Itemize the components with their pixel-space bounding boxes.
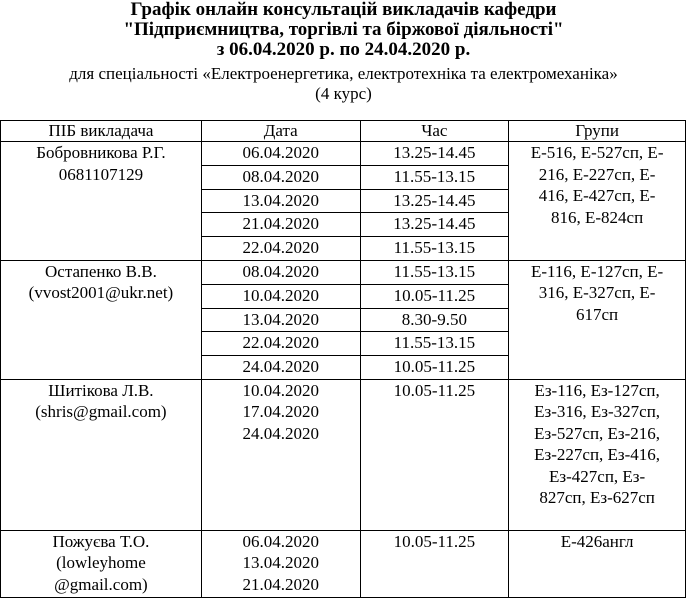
date-cell: 08.04.2020: [201, 165, 360, 189]
date-line: 06.04.2020: [242, 531, 319, 551]
time-cell: 11.55-13.15: [360, 165, 509, 189]
groups-line: 316, Е-327сп, Е-: [538, 283, 656, 303]
date-line: 21.04.2020: [242, 574, 319, 594]
header-date: Дата: [201, 121, 360, 142]
groups-line: 416, Е-427сп, Е-: [538, 186, 656, 205]
title-line-3: з 06.04.2020 р. по 24.04.2020 р.: [216, 39, 471, 60]
groups-cell: [509, 260, 686, 379]
time-cell: 11.55-13.15: [360, 332, 509, 356]
date-line: 13.04.2020: [242, 553, 319, 573]
date-cell: 06.04.2020: [201, 142, 360, 166]
groups-line: Е-116, Е-127сп, Е-: [531, 261, 664, 281]
table-row: [1, 530, 686, 597]
groups-cell: [509, 530, 686, 597]
consultation-table: [0, 120, 686, 598]
teacher-name-cell: [1, 379, 202, 530]
teacher-name: Бобровникова Р.Г.: [36, 143, 166, 162]
groups-line: 816, Е-824сп: [551, 207, 644, 227]
date-cell: 13.04.2020: [201, 308, 360, 332]
date-cell: 08.04.2020: [201, 260, 360, 284]
groups-line: Ез-116, Ез-127сп,: [534, 380, 660, 400]
groups-line: Ез-527сп, Ез-216,: [534, 423, 661, 443]
dates-cell: [201, 530, 360, 597]
date-cell: 24.04.2020: [201, 356, 360, 380]
groups-cell: [509, 379, 686, 530]
teacher-name-cell: [1, 260, 202, 379]
groups-line: 617сп: [576, 304, 619, 324]
date-cell: 13.04.2020: [201, 189, 360, 213]
dates-cell: [201, 379, 360, 530]
teacher-name: Шитікова Л.В.: [48, 380, 154, 400]
teacher-contact: 0681107129: [58, 164, 144, 184]
date-cell: 22.04.2020: [201, 237, 360, 261]
table-row: [1, 260, 686, 284]
time-cell: 11.55-13.15: [360, 260, 509, 284]
time-cell: 10.05-11.25: [360, 530, 509, 597]
teacher-contact: (lowleyhome: [56, 553, 146, 573]
document-title: [0, 0, 687, 60]
header-time: Час: [360, 121, 509, 142]
time-cell: 8.30-9.50: [360, 308, 509, 332]
teacher-contact: (vvost2001@ukr.net): [28, 283, 174, 303]
subtitle-specialty: для спеціальності «Електроенергетика, електротехніка та електромеханіка»: [69, 64, 618, 83]
table-header-row: [1, 121, 686, 142]
date-line: 24.04.2020: [242, 423, 319, 443]
groups-line: Ез-316, Ез-327сп,: [534, 402, 661, 422]
groups-line: 827сп, Ез-627сп: [539, 488, 655, 508]
teacher-name: Пожуєва Т.О.: [52, 531, 150, 551]
groups-line: Ез-427сп, Ез-: [549, 466, 646, 486]
time-cell: 13.25-14.45: [360, 142, 509, 166]
table-row: [1, 379, 686, 530]
date-cell: 10.04.2020: [201, 284, 360, 308]
time-cell: 13.25-14.45: [360, 213, 509, 237]
groups-line: Е-426англ: [560, 531, 634, 551]
time-cell: 13.25-14.45: [360, 189, 509, 213]
table-row: [1, 142, 686, 166]
subtitle-course: (4 курс): [315, 84, 372, 103]
time-cell: 11.55-13.15: [360, 237, 509, 261]
groups-line: Ез-227сп, Ез-416,: [534, 445, 661, 465]
time-cell: 10.05-11.25: [360, 284, 509, 308]
date-line: 10.04.2020: [242, 380, 319, 400]
teacher-name: Остапенко В.В.: [45, 261, 157, 281]
teacher-name-cell: [1, 142, 202, 261]
date-cell: 22.04.2020: [201, 332, 360, 356]
teacher-contact: @gmail.com): [54, 574, 148, 594]
teacher-name-cell: [1, 530, 202, 597]
teacher-contact: (shris@gmail.com): [35, 402, 167, 422]
header-teacher: ПІБ викладача: [1, 121, 202, 142]
groups-line: 216, Е-227сп, Е-: [538, 164, 656, 184]
time-cell: 10.05-11.25: [360, 356, 509, 380]
time-cell: 10.05-11.25: [360, 379, 509, 530]
date-cell: 21.04.2020: [201, 213, 360, 237]
groups-line: Е-516, Е-527сп, Е-: [530, 143, 664, 162]
header-groups: Групи: [509, 121, 686, 142]
date-line: 17.04.2020: [242, 402, 319, 422]
groups-cell: [509, 142, 686, 261]
title-line-1: Графік онлайн консультацій викладачів кафедри: [130, 0, 557, 20]
title-line-2: "Підприємництва, торгівлі та біржової діяльності": [123, 19, 564, 40]
